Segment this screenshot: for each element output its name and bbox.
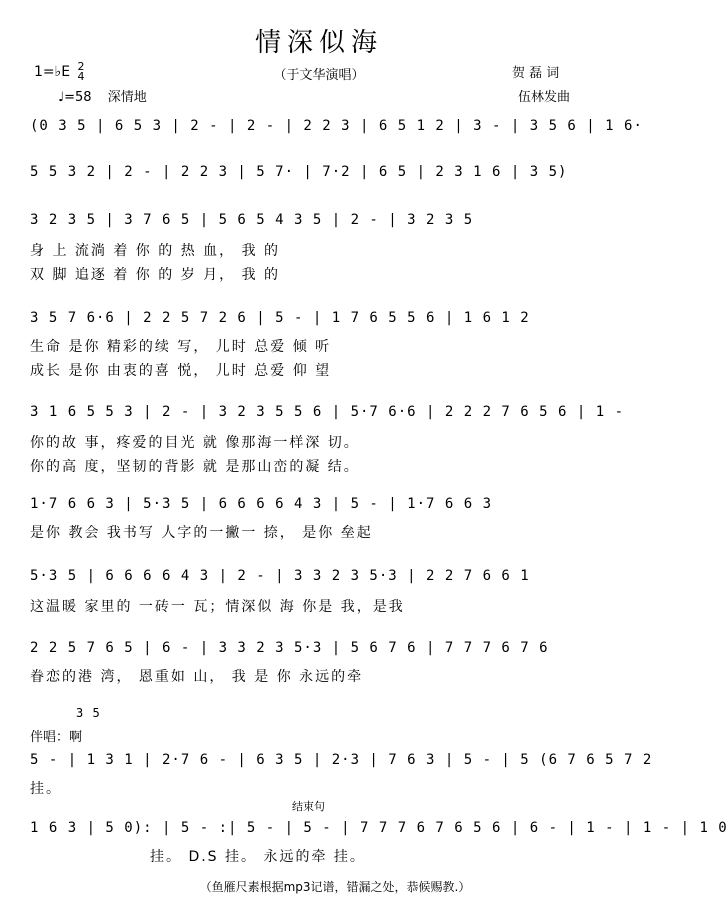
transcriber-note: （鱼雁尺素根据mp3记谱，错漏之处，恭候赐教.） xyxy=(199,880,471,894)
chorus-notes: 3 5 xyxy=(76,706,101,720)
lyricist: 贺 磊 词 xyxy=(512,66,560,81)
lyric-line-5a: 你的故 事，疼爱的目光 就 像那海一样深 切。 xyxy=(30,435,360,451)
performer-subtitle: （于文华演唱） xyxy=(273,68,365,83)
lyric-line-8: 眷恋的港 湾， 恩重如 山， 我 是 你 永远的牵 xyxy=(30,669,364,685)
score-line-8: 2 2 5 7 6 5 | 6 - | 3 3 2 3 5·3 | 5 6 7 6 | 7 7 7 6 7 6 xyxy=(30,640,549,656)
lyric-line-5b: 你的高 度，坚韧的背影 就 是那山峦的凝 结。 xyxy=(30,459,360,475)
time-bottom: 4 xyxy=(77,70,85,83)
tempo-value: =58 xyxy=(64,90,92,105)
lyric-line-4a: 生命 是你 精彩的续 写， 儿时 总爱 倾 听 xyxy=(30,339,332,355)
lyric-line-10: 挂。 D.S 挂。 永远的牵 挂。 xyxy=(150,849,366,865)
chorus-label: 伴唱：啊 xyxy=(30,730,83,745)
score-line-1: (0 3 5 | 6 5 3 | 2 - | 2 - | 2 2 3 | 6 5 1 2 | 3 - | 3 5 6 | 1 6· xyxy=(30,118,643,134)
composer: 伍林发曲 xyxy=(518,90,571,105)
expression: 深情地 xyxy=(107,90,147,105)
score-line-3: 3 2 3 5 | 3 7 6 5 | 5 6 5 4 3 5 | 2 - | 3 2 3 5 xyxy=(30,212,474,228)
score-line-7: 5·3 5 | 6 6 6 6 4 3 | 2 - | 3 3 2 3 5·3 | 2 2 7 6 6 1 xyxy=(30,568,530,584)
lyric-line-6: 是你 教会 我书写 人字的一撇一 捺， 是你 垒起 xyxy=(30,525,373,541)
time-top: 2 xyxy=(77,60,85,73)
quarter-note-icon: ♩ xyxy=(58,90,65,105)
lyric-line-4b: 成长 是你 由衷的喜 悦， 儿时 总爱 仰 望 xyxy=(30,363,332,379)
ending-section-mark: 结束句 xyxy=(292,800,325,813)
score-line-2: 5 5 3 2 | 2 - | 2 2 3 | 5 7· | 7·2 | 6 5 | 2 3 1 6 | 3 5) xyxy=(30,164,568,180)
song-title: 情深似海 xyxy=(254,28,383,58)
score-line-5: 3 1 6 5 5 3 | 2 - | 3 2 3 5 5 6 | 5·7 6·6 | 2 2 2 7 6 5 6 | 1 - xyxy=(30,404,625,420)
score-line-10: 1 6 3 | 5 0): | 5 - :| 5 - | 5 - | 7 7 7 6 7 6 5 6 | 6 - | 1 - | 1 - | 1 0 xyxy=(30,820,728,836)
lyric-line-3a: 身 上 流淌 着 你 的 热 血， 我 的 xyxy=(30,243,281,259)
score-line-9: 5 - | 1 3 1 | 2·7 6 - | 6 3 5 | 2·3 | 7 6 3 | 5 - | 5 (6 7 6 5 7 2 xyxy=(30,752,653,768)
tempo-marking xyxy=(58,86,147,105)
lyric-line-3b: 双 脚 追逐 着 你 的 岁 月， 我 的 xyxy=(30,267,281,283)
lyric-line-7: 这温暖 家里的 一砖一 瓦；情深似 海 你是 我，是我 xyxy=(30,599,405,615)
key-text: 1=♭E xyxy=(34,64,71,80)
lyric-line-9: 挂。 xyxy=(30,781,62,797)
score-line-6: 1·7 6 6 3 | 5·3 5 | 6 6 6 6 4 3 | 5 - | 1·7 6 6 3 xyxy=(30,496,493,512)
score-line-4: 3 5 7 6·6 | 2 2 5 7 2 6 | 5 - | 1 7 6 5 5 6 | 1 6 1 2 xyxy=(30,310,530,326)
